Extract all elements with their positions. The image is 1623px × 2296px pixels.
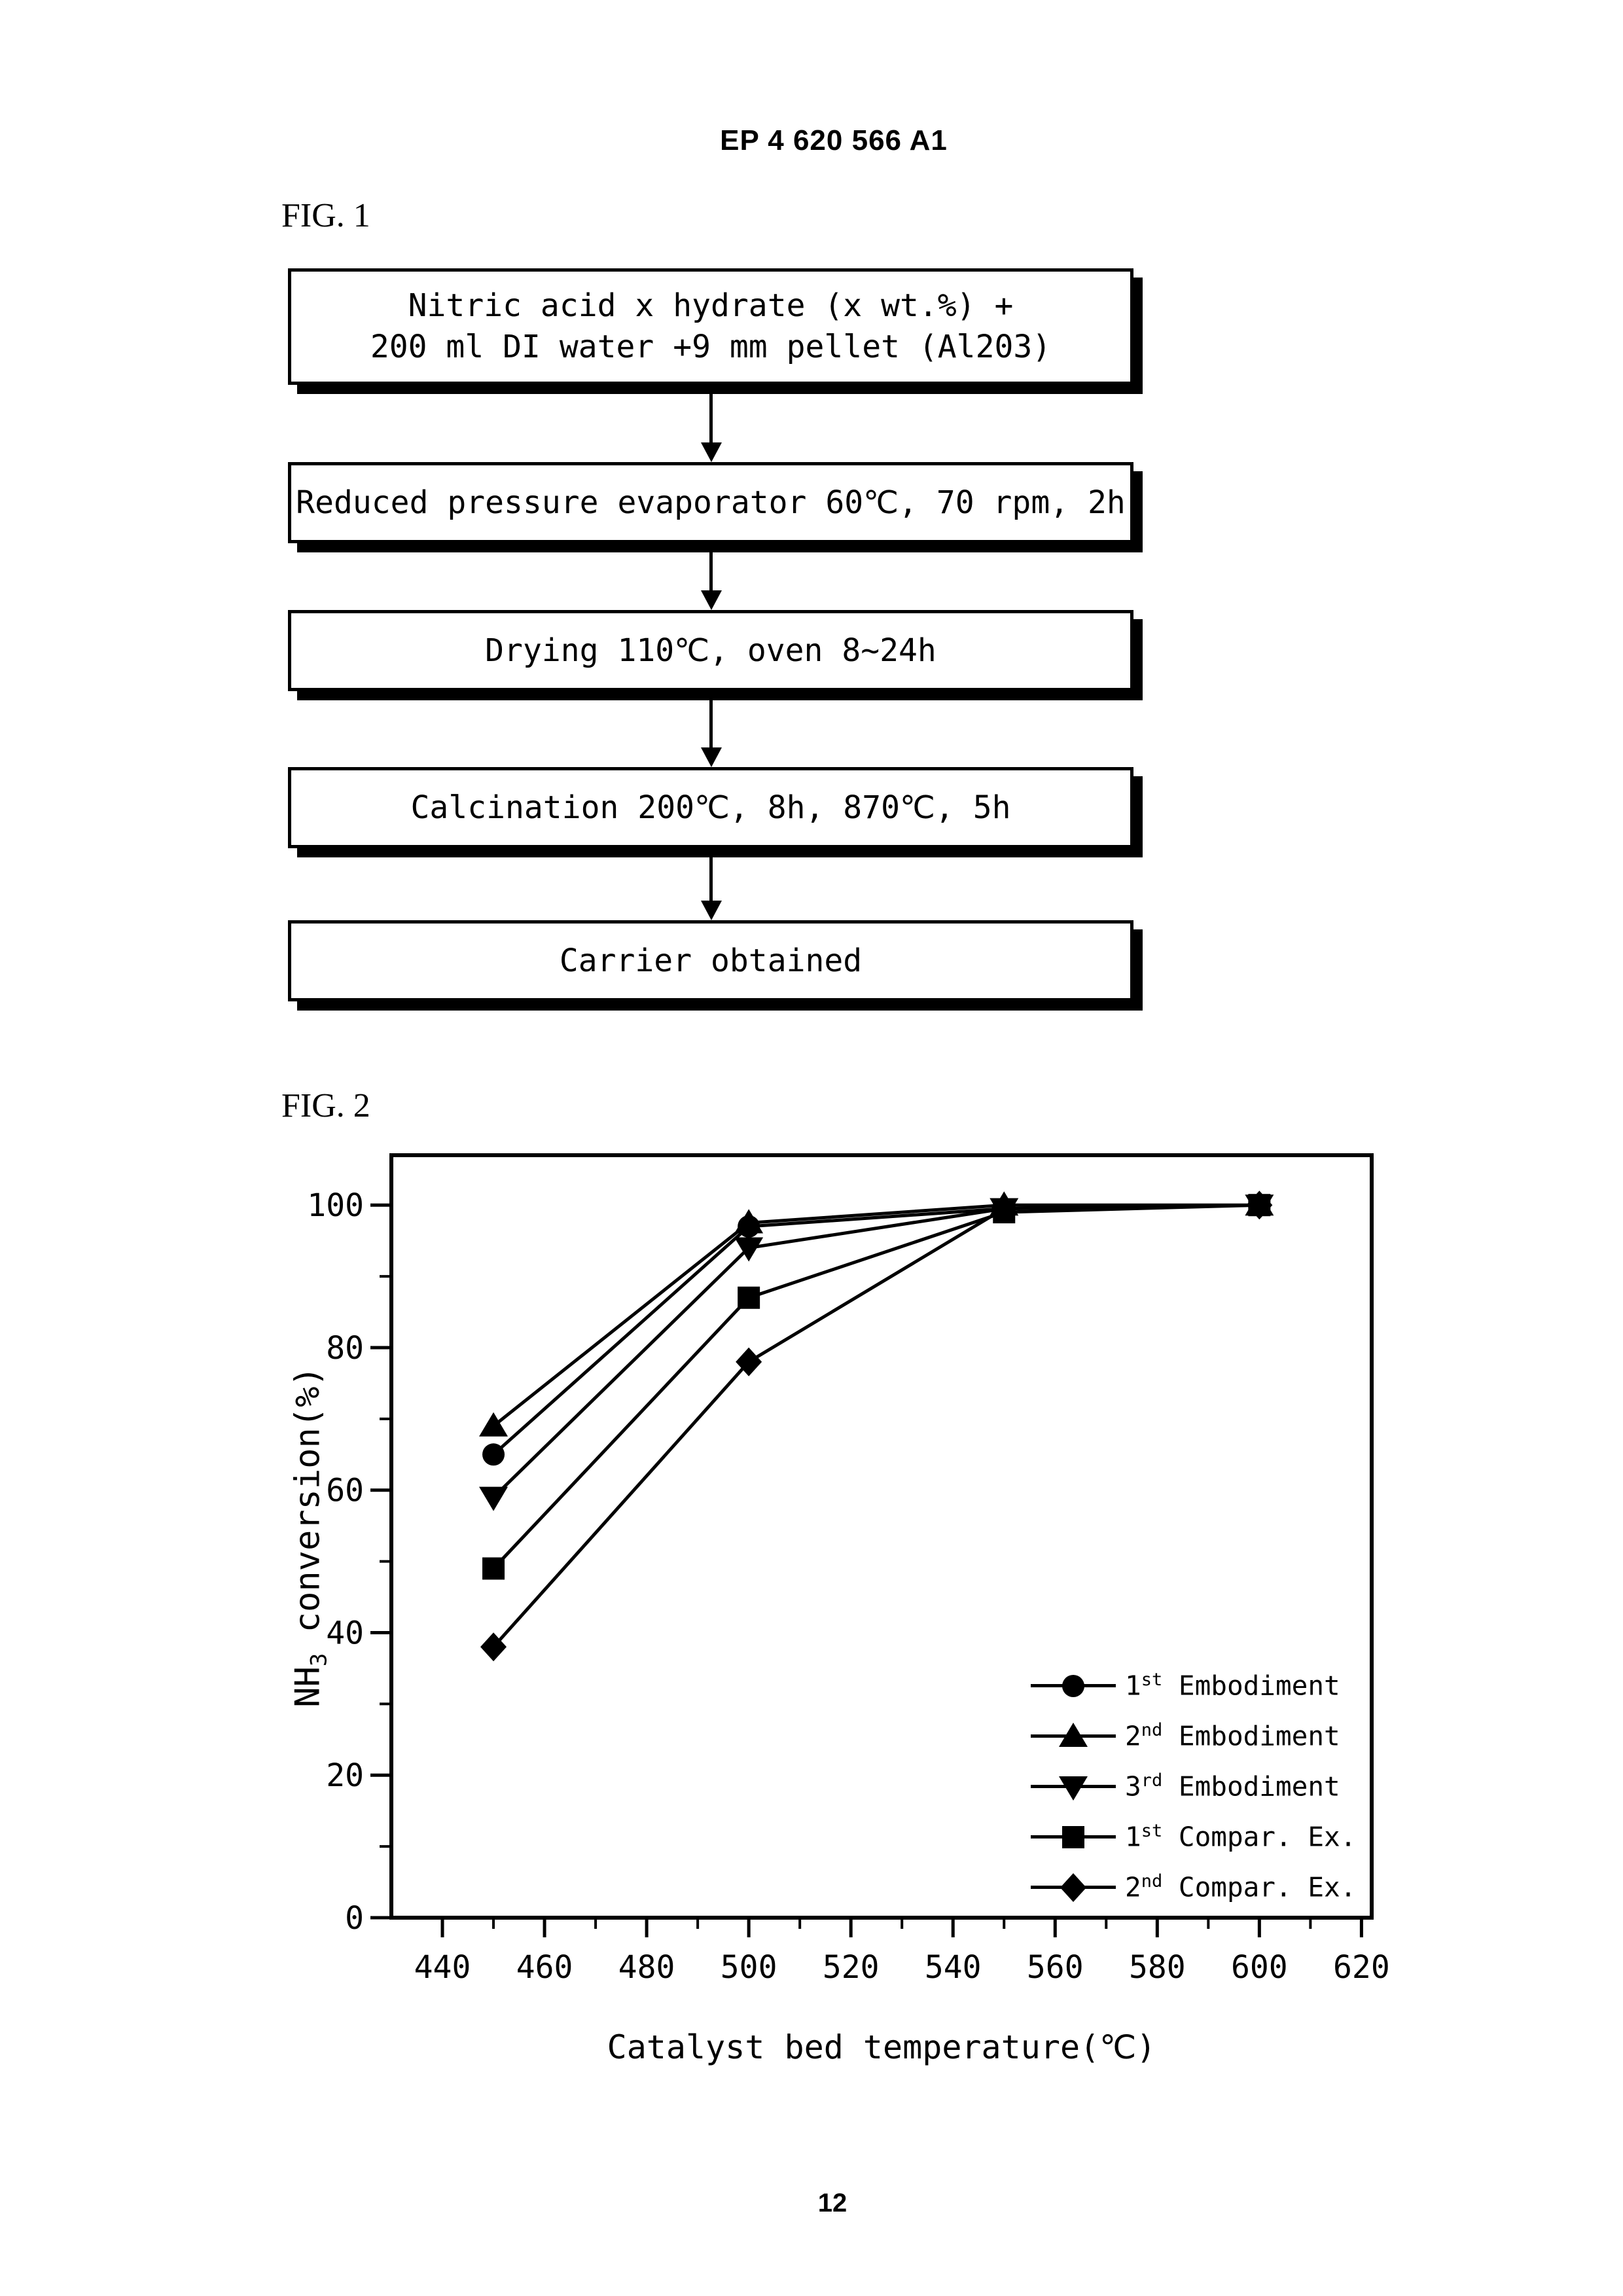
data-point-marker <box>993 1201 1015 1223</box>
x-tick-label: 540 <box>924 1949 982 1986</box>
data-point-marker <box>1059 1776 1088 1801</box>
flow-box-text: Carrier obtained <box>559 942 863 979</box>
legend-item-3rd-embodiment <box>1031 1761 1356 1812</box>
data-point-marker <box>1062 1675 1084 1697</box>
y-tick-label: 20 <box>326 1757 364 1795</box>
x-tick-label: 620 <box>1333 1949 1390 1986</box>
y-tick-label: 40 <box>326 1615 364 1652</box>
series-line <box>493 1205 1259 1426</box>
y-axis-title <box>288 1366 332 1707</box>
data-point-marker <box>479 1412 508 1437</box>
data-point-marker <box>993 1198 1015 1220</box>
data-point-marker <box>1059 1723 1088 1747</box>
y-tick-label: 60 <box>326 1472 364 1509</box>
y-tick-label: 80 <box>326 1329 364 1367</box>
x-tick-label: 480 <box>618 1949 675 1986</box>
x-tick-label: 460 <box>516 1949 573 1986</box>
flow-box-text: Reduced pressure evaporator 60℃, 70 rpm, 2h <box>296 484 1126 521</box>
data-point-marker <box>479 1487 508 1511</box>
flow-arrow <box>709 848 713 901</box>
triangle-up-marker-icon <box>1056 1719 1091 1754</box>
data-point-marker <box>1246 1191 1272 1219</box>
data-point-marker <box>1245 1191 1274 1215</box>
series-line <box>493 1205 1259 1454</box>
y-axis-title-text: conversion(%) <box>288 1366 328 1653</box>
chart-legend <box>1031 1660 1356 1912</box>
data-point-marker <box>1060 1873 1086 1902</box>
flow-box-calcination <box>288 767 1133 848</box>
data-point-marker <box>1248 1194 1270 1216</box>
data-point-marker <box>734 1209 763 1233</box>
legend-line-sample <box>1031 1684 1116 1687</box>
series-line <box>493 1205 1259 1647</box>
flow-box-carrier-obtained <box>288 920 1133 1001</box>
data-point-marker <box>734 1238 763 1262</box>
x-axis-title: Catalyst bed temperature(℃) <box>607 2028 1156 2066</box>
flow-arrow <box>709 691 713 747</box>
diamond-marker-icon <box>1056 1870 1091 1905</box>
data-point-marker <box>482 1443 505 1465</box>
flow-box-text: Nitric acid x hydrate (x wt.%) + <box>408 287 1014 324</box>
fig2-label: FIG. 2 <box>281 1087 370 1124</box>
data-point-marker <box>480 1632 507 1661</box>
arrow-down-icon <box>701 442 722 462</box>
legend-item-2nd-embodiment <box>1031 1711 1356 1761</box>
flow-box-text: Calcination 200℃, 8h, 870℃, 5h <box>410 789 1011 826</box>
series-line <box>493 1205 1259 1497</box>
flow-box-evaporator <box>288 462 1133 543</box>
data-point-marker <box>736 1348 762 1376</box>
data-point-marker <box>738 1287 760 1309</box>
legend-line-sample <box>1031 1835 1116 1839</box>
flow-box-text: 200 ml DI water +9 mm pellet (Al203) <box>370 329 1052 365</box>
legend-line-sample <box>1031 1886 1116 1889</box>
legend-item-2nd-compar-ex <box>1031 1862 1356 1912</box>
flow-box-nitric-acid <box>288 268 1133 385</box>
legend-label: 3rd Embodiment <box>1125 1770 1340 1803</box>
arrow-down-icon <box>701 901 722 920</box>
y-axis-title-subscript: 3 <box>306 1653 332 1667</box>
arrow-down-icon <box>701 747 722 767</box>
y-axis-title-text: NH <box>288 1666 328 1708</box>
data-point-marker <box>1062 1826 1084 1848</box>
document-header: EP 4 620 566 A1 <box>720 124 948 156</box>
flow-arrow <box>709 543 713 590</box>
legend-item-1st-compar-ex <box>1031 1812 1356 1862</box>
flow-box-text: Drying 110℃, oven 8~24h <box>485 632 936 669</box>
x-tick-label: 580 <box>1128 1949 1186 1986</box>
data-point-marker <box>482 1557 505 1579</box>
data-point-marker <box>1248 1194 1270 1216</box>
data-point-marker <box>1245 1194 1274 1219</box>
legend-label: 2nd Embodiment <box>1125 1720 1340 1752</box>
y-tick-label: 100 <box>307 1187 364 1225</box>
data-point-marker <box>991 1194 1017 1223</box>
y-tick-label: 0 <box>345 1900 364 1937</box>
square-marker-icon <box>1056 1820 1091 1855</box>
triangle-down-marker-icon <box>1056 1769 1091 1804</box>
flow-arrow <box>709 385 713 442</box>
data-point-marker <box>990 1198 1018 1223</box>
legend-label: 2nd Compar. Ex. <box>1125 1871 1357 1903</box>
legend-line-sample <box>1031 1734 1116 1738</box>
fig1-label: FIG. 1 <box>281 197 370 234</box>
legend-label: 1st Embodiment <box>1125 1670 1340 1702</box>
x-tick-label: 560 <box>1026 1949 1084 1986</box>
series-line <box>493 1205 1259 1568</box>
page-number: 12 <box>817 2189 847 2217</box>
x-tick-label: 600 <box>1231 1949 1288 1986</box>
circle-marker-icon <box>1056 1668 1091 1704</box>
legend-line-sample <box>1031 1785 1116 1788</box>
data-point-marker <box>738 1215 760 1238</box>
data-point-marker <box>990 1191 1018 1215</box>
legend-item-1st-embodiment <box>1031 1660 1356 1711</box>
x-tick-label: 520 <box>822 1949 880 1986</box>
legend-label: 1st Compar. Ex. <box>1125 1821 1357 1853</box>
x-tick-label: 440 <box>414 1949 471 1986</box>
arrow-down-icon <box>701 590 722 610</box>
x-tick-label: 500 <box>720 1949 777 1986</box>
flow-box-drying <box>288 610 1133 691</box>
